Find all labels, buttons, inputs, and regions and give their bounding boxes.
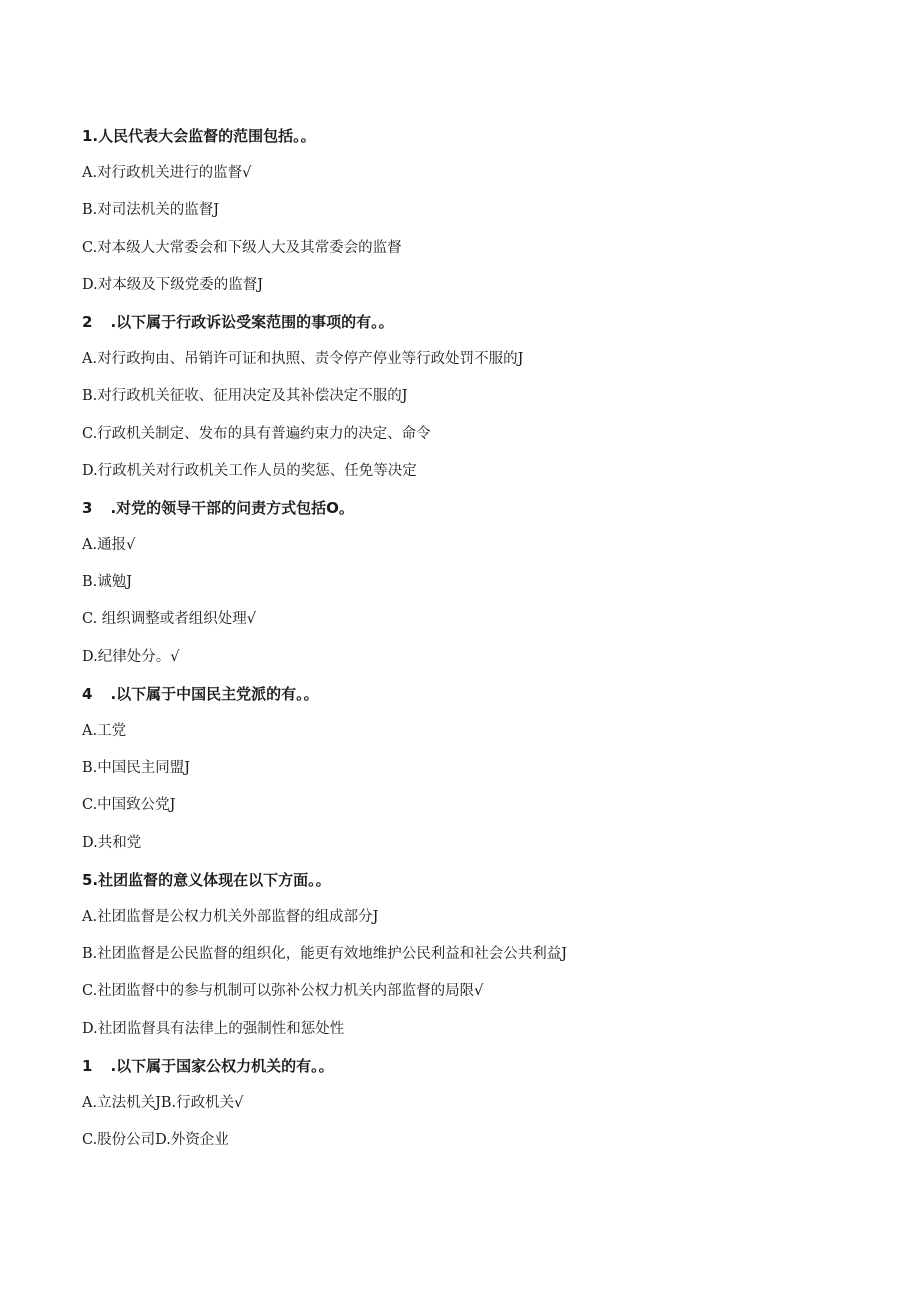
option-text: D.共和党 bbox=[82, 834, 142, 851]
option-text: A.工党 bbox=[82, 723, 127, 739]
option-a bbox=[82, 904, 882, 941]
option-text: B.社团监督是公民监督的组织化，能更有效地维护公民利益和社会公共利益J bbox=[82, 946, 568, 963]
option-c-d bbox=[82, 1127, 882, 1164]
option-b bbox=[82, 383, 882, 420]
option-b bbox=[82, 941, 882, 978]
option-text: C. 组织调整或者组织处理√ bbox=[82, 611, 257, 628]
option-text: B.中国民主同盟J bbox=[82, 760, 191, 777]
option-a-b bbox=[82, 1090, 882, 1127]
option-text: C.行政机关制定、发布的具有普遍约束力的决定、命令 bbox=[82, 425, 431, 442]
option-b bbox=[82, 569, 882, 606]
option-d bbox=[82, 830, 882, 867]
option-text: D.社团监督具有法律上的强制性和惩处性 bbox=[82, 1020, 345, 1037]
option-d bbox=[82, 458, 882, 495]
option-text: A.立法机关JB.行政机关√ bbox=[82, 1094, 244, 1111]
question-text: 1.人民代表大会监督的范围包括。。 bbox=[82, 127, 316, 145]
option-text: B.诚勉J bbox=[82, 574, 133, 591]
question-number: 3 bbox=[82, 498, 93, 517]
option-text: B.对司法机关的监督J bbox=[82, 202, 220, 219]
option-text: C.中国致公党J bbox=[82, 797, 176, 814]
question-text: .以下属于行政诉讼受案范围的事项的有。。 bbox=[110, 312, 394, 331]
question-text: .对党的领导干部的问责方式包括O。 bbox=[110, 498, 354, 517]
option-c bbox=[82, 606, 882, 643]
option-d bbox=[82, 272, 882, 309]
document-body bbox=[82, 123, 882, 1164]
option-a bbox=[82, 718, 882, 755]
option-text: A.通报√ bbox=[82, 537, 136, 554]
option-text: C.社团监督中的参与机制可以弥补公权力机关内部监督的局限√ bbox=[82, 983, 484, 1000]
option-text: C.股份公司D.外资企业 bbox=[82, 1132, 229, 1149]
option-text: D.纪律处分。√ bbox=[82, 648, 180, 665]
option-a bbox=[82, 160, 882, 197]
option-text: A.对行政机关进行的监督√ bbox=[82, 165, 252, 182]
option-c bbox=[82, 792, 882, 829]
option-b bbox=[82, 755, 882, 792]
option-a bbox=[82, 346, 882, 383]
option-c bbox=[82, 421, 882, 458]
question-1 bbox=[82, 123, 882, 160]
option-d bbox=[82, 1016, 882, 1053]
option-text: A.社团监督是公权力机关外部监督的组成部分J bbox=[82, 908, 379, 925]
question-6 bbox=[82, 1053, 882, 1090]
option-text: D.对本级及下级党委的监督J bbox=[82, 276, 264, 293]
option-text: A.对行政拘由、吊销许可证和执照、责令停产停业等行政处罚不服的J bbox=[82, 351, 524, 368]
question-text: .以下属于中国民主党派的有。。 bbox=[110, 684, 319, 703]
question-number: 2 bbox=[82, 312, 93, 331]
option-text: B.对行政机关征收、征用决定及其补偿决定不服的J bbox=[82, 388, 408, 405]
option-text: D.行政机关对行政机关工作人员的奖惩、任免等决定 bbox=[82, 462, 417, 479]
question-text: 5.社团监督的意义体现在以下方面。。 bbox=[82, 870, 331, 889]
question-3 bbox=[82, 495, 882, 532]
question-number: 1 bbox=[82, 1056, 93, 1075]
question-number: 4 bbox=[82, 684, 93, 703]
option-a bbox=[82, 532, 882, 569]
question-5 bbox=[82, 867, 882, 904]
option-c bbox=[82, 235, 882, 272]
question-2 bbox=[82, 309, 882, 346]
option-d bbox=[82, 644, 882, 681]
option-b bbox=[82, 197, 882, 234]
option-text: C.对本级人大常委会和下级人大及其常委会的监督 bbox=[82, 239, 402, 256]
question-text: .以下属于国家公权力机关的有。。 bbox=[110, 1056, 334, 1075]
option-c bbox=[82, 978, 882, 1015]
question-4 bbox=[82, 681, 882, 718]
